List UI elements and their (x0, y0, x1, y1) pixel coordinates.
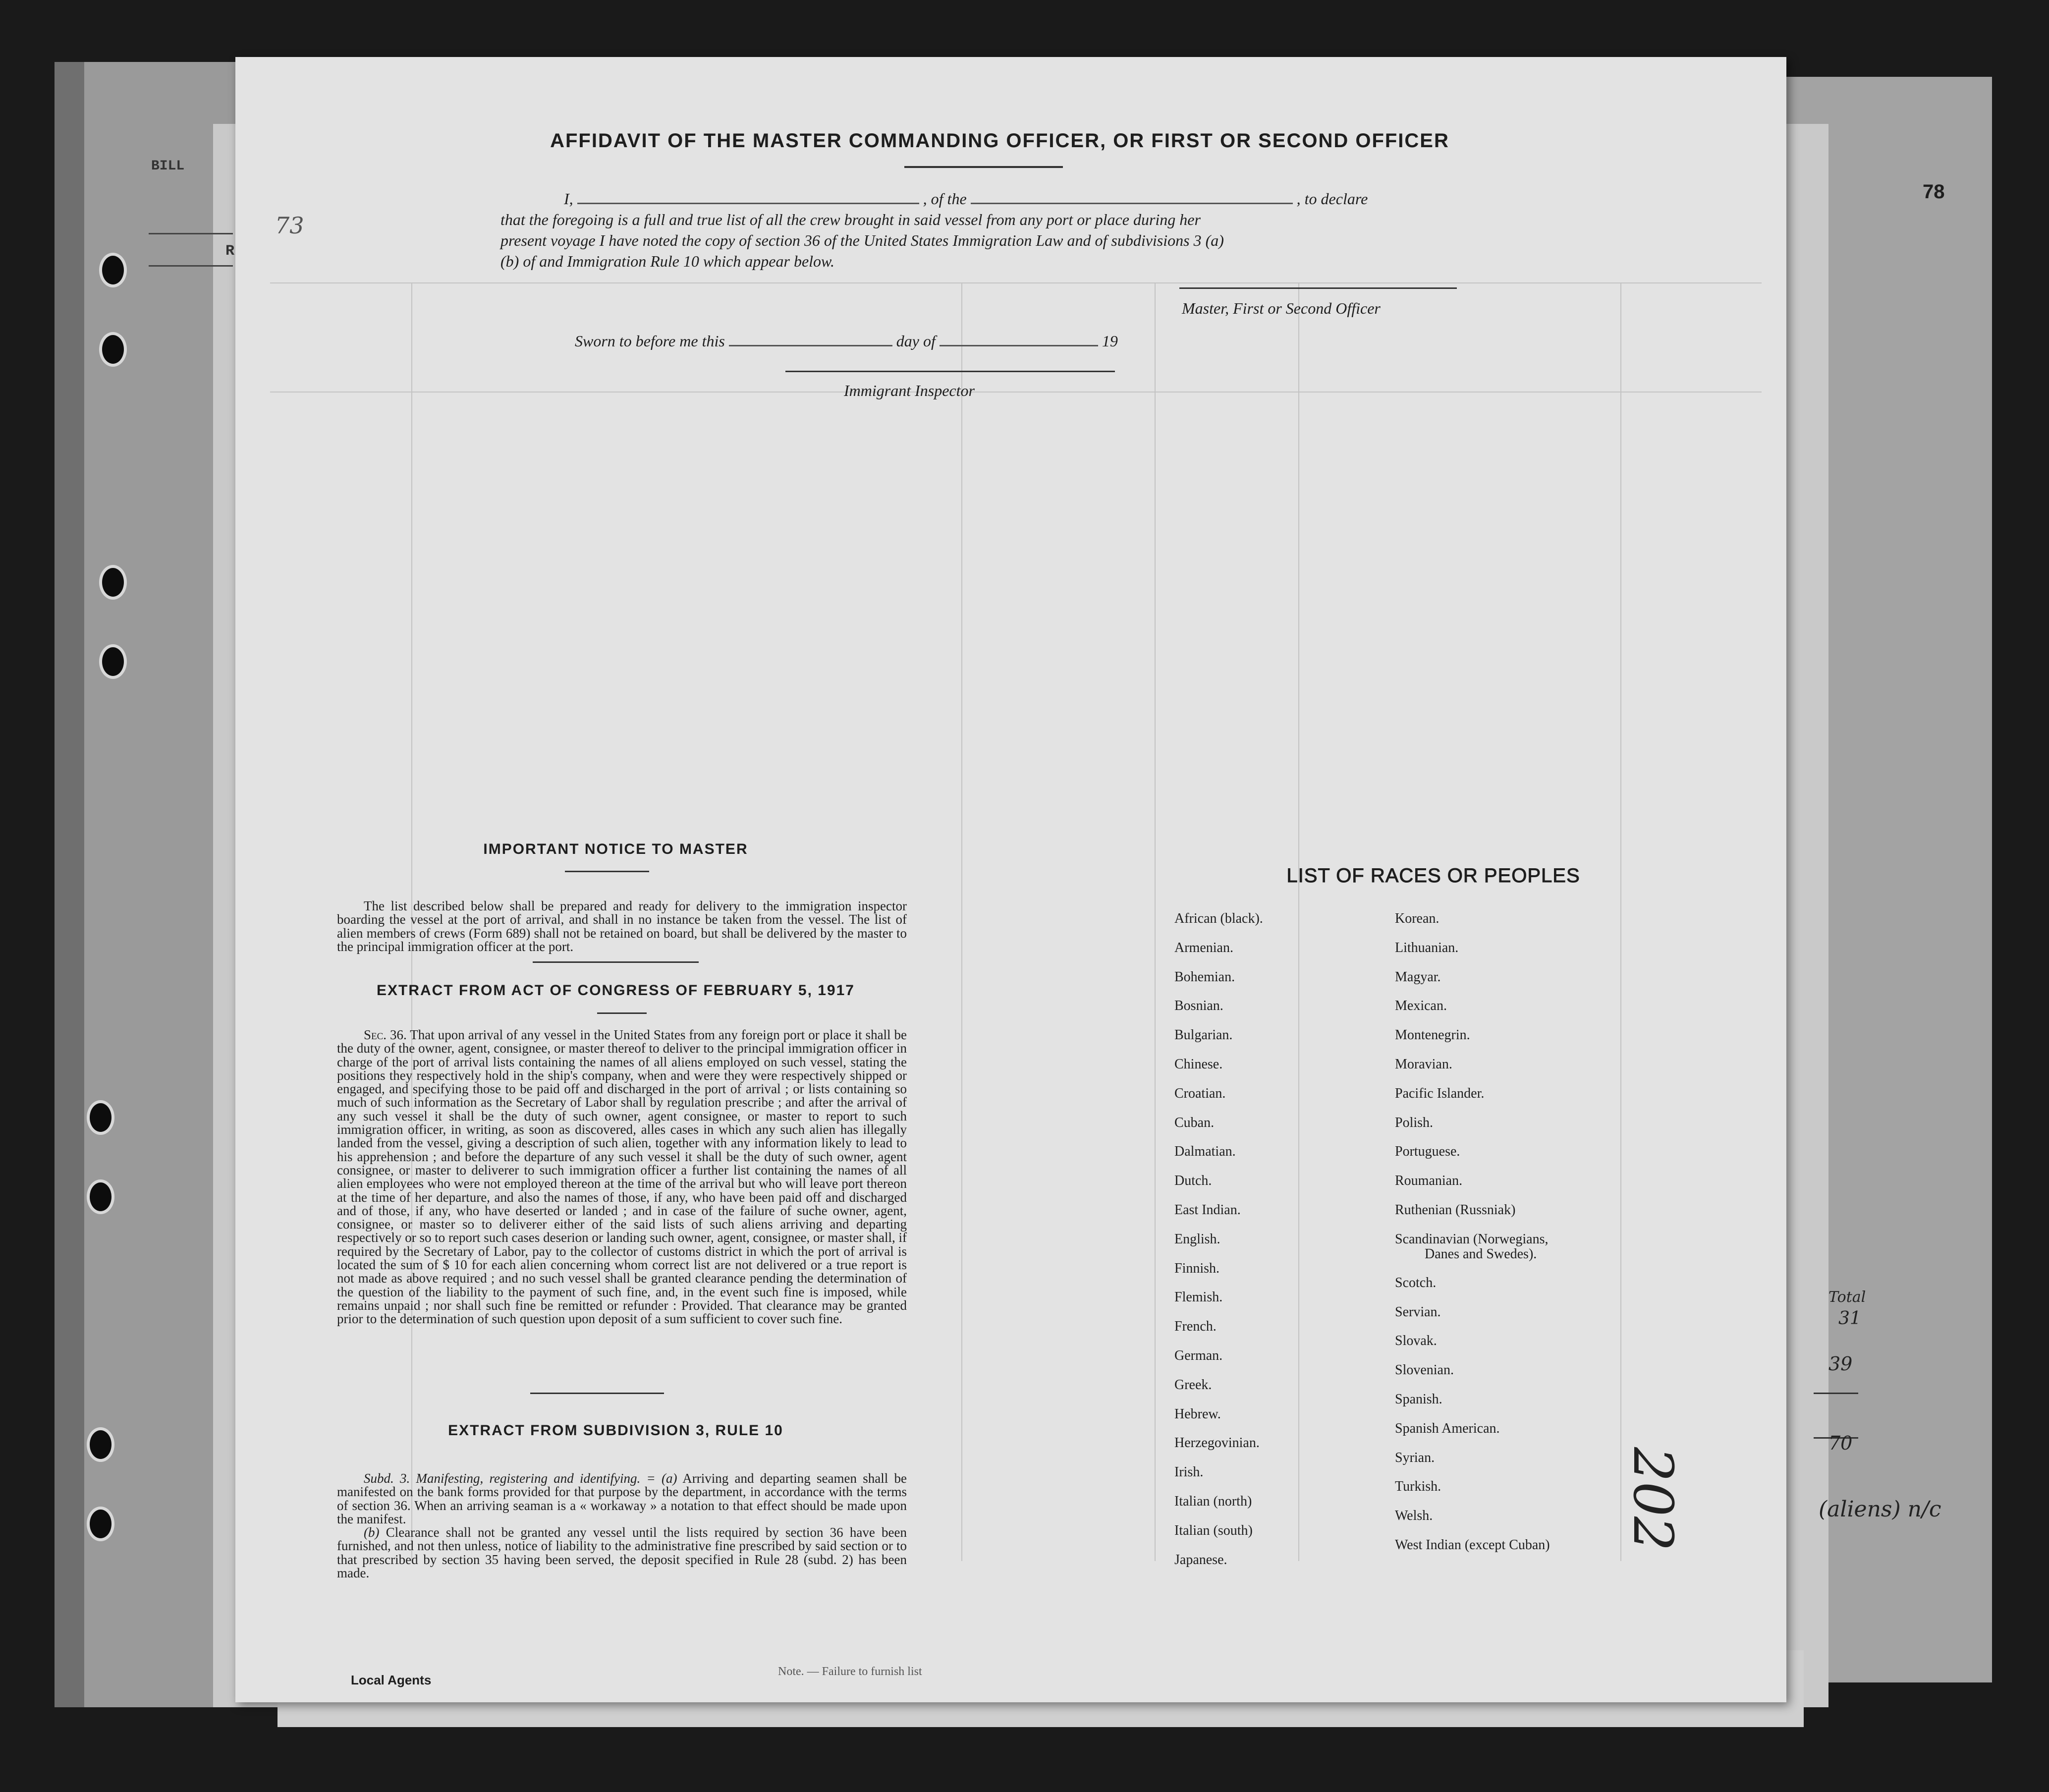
bleed-through-grid-line (961, 282, 962, 1561)
act-section-lead: Sec. 36. (364, 1027, 407, 1042)
punch-hole (99, 565, 127, 600)
race-item: Finnish. (1174, 1260, 1220, 1276)
race-item: Servian. (1395, 1304, 1441, 1320)
race-item: Scandinavian (Norwegians, (1395, 1231, 1549, 1247)
tally-note: (aliens) n/c (1819, 1497, 1941, 1522)
master-signature-line (1179, 287, 1457, 289)
sworn-month-blank (940, 333, 1098, 346)
race-item: Danes and Swedes). (1425, 1246, 1537, 1262)
race-item: French. (1174, 1319, 1217, 1335)
rule-paragraph-b (337, 1526, 907, 1580)
sworn-label: Sworn to before me this (575, 332, 725, 350)
race-item: Polish. (1395, 1115, 1434, 1130)
affidavit-line-3: present voyage I have noted the copy of section 36 of the United States Immigration Law and of subdivisions 3 (a) (500, 231, 1224, 249)
race-item: Slovenian. (1395, 1362, 1454, 1378)
day-of-label: day of (896, 332, 936, 350)
punch-hole (87, 1179, 114, 1214)
race-item: Roumanian. (1395, 1173, 1463, 1189)
left-stub-text: BILL (151, 159, 185, 174)
races-column-2 (1395, 904, 1550, 1560)
punch-hole (99, 644, 127, 679)
race-item: Magyar. (1395, 969, 1441, 985)
race-item: African (black). (1174, 911, 1263, 926)
rule-b-lead: (b) (364, 1525, 380, 1540)
bleed-through-grid-line (1298, 282, 1299, 1561)
affidavit-title: AFFIDAVIT OF THE MASTER COMMANDING OFFICER, OR FIRST OR SECOND OFFICER (550, 130, 1449, 152)
race-item: Flemish. (1174, 1289, 1223, 1305)
act-text (337, 1028, 907, 1326)
bleed-through-grid-line (270, 282, 1762, 283)
race-item: Dalmatian. (1174, 1144, 1236, 1160)
race-item: Turkish. (1395, 1479, 1441, 1495)
race-item: Syrian. (1395, 1450, 1435, 1465)
race-item: Croatian. (1174, 1085, 1226, 1101)
race-item: Japanese. (1174, 1552, 1227, 1568)
bleed-through-grid-line (1155, 282, 1156, 1561)
handwritten-number: 73 (275, 212, 304, 239)
notice-text: The list described below shall be prepared and ready for delivery to the immigration inspector boarding the vessel at the port of arrival, and shall in no instance be taken from the vessel. The list of alien members of crews (Form 689) shall not be retained on board, but shall be delivered by the master to the principal immigration officer at the port. (337, 898, 907, 954)
bottom-note: Note. — Failure to furnish list (778, 1665, 922, 1678)
race-item: Armenian. (1174, 940, 1233, 955)
rule-b-body: Clearance shall not be granted any vessel until the lists required by section 36 have been furnished, and not then unless, notice of liability to the administrative fine prescribed by said section or to that prescribed by section 35 having been served, the deposit specified in Rule 28 (subd. 2) has been made. (337, 1525, 907, 1581)
race-item: Greek. (1174, 1377, 1212, 1393)
handwritten-vertical-number: 202 (1621, 1447, 1685, 1551)
race-item: Welsh. (1395, 1508, 1433, 1524)
race-item: Hebrew. (1174, 1406, 1221, 1422)
race-item: East Indian. (1174, 1202, 1241, 1218)
race-item: Scotch. (1395, 1275, 1437, 1290)
race-item: West Indian (except Cuban) (1395, 1537, 1550, 1553)
rule-a-lead: Subd. 3. Manifesting, registering and identifying. = (a) (364, 1471, 677, 1486)
left-stub-letter: R (225, 243, 235, 260)
local-agents-label: Local Agents (351, 1673, 432, 1687)
punch-hole (87, 1100, 114, 1135)
left-stub-rule (149, 233, 233, 234)
punch-hole (99, 253, 127, 287)
rule-rule (530, 1393, 664, 1394)
inspector-label: Immigrant Inspector (844, 382, 975, 399)
act-underline (597, 1012, 647, 1014)
act-heading: EXTRACT FROM ACT OF CONGRESS OF FEBRUARY 5, 1917 (377, 982, 855, 999)
races-column-1 (1174, 904, 1263, 1574)
notice-heading: IMPORTANT NOTICE TO MASTER (483, 841, 748, 857)
vessel-blank (971, 191, 1293, 204)
race-item: Mexican. (1395, 998, 1447, 1014)
affidavit-i: I, (564, 190, 573, 208)
punch-hole (99, 332, 127, 367)
affidavit-line-1 (500, 188, 1467, 209)
affidavit-line-2: that the foregoing is a full and true list of all the crew brought in said vessel from any port or place during her (500, 211, 1201, 228)
race-item: Italian (north) (1174, 1493, 1252, 1509)
race-item: Italian (south) (1174, 1522, 1253, 1538)
tally-alien-count: 39 (1828, 1353, 1853, 1375)
race-item: Herzegovinian. (1174, 1435, 1260, 1451)
tally-crew-count: 31 (1838, 1308, 1861, 1329)
rule-a-body: Arriving and departing seamen shall be manifested on the bank forms provided for that purpose by the department, in accordance with the terms of section 36. When an arriving seaman is a « workaway » a notation to that effect should be made upon the manifest. (337, 1471, 907, 1526)
punch-hole (87, 1427, 114, 1462)
notice-rule (533, 961, 699, 963)
sworn-line (575, 332, 1118, 350)
act-section-body: That upon arrival of any vessel in the United States from any foreign port or place it shall be the duty of the owner, agent, consignee, or master thereof to deliver to the principal immigration officer in charge of the port of arrival lists containing the names of all aliens employed on such vessel, stating the positions they respectively hold in the ship's company, when and were they were respectively shipped or engaged, and specifying those to be paid off and discharged in the port of arrival ; or lists containing so much of such information as the Secretary of Labor shall by regulation prescribe ; and after the arrival of any such vessel it shall be the duty of such owner, agent consignee, or master to report to such immigration officer, in writing, as soon as discovered, alles cases in which any such alien has illegally landed from the vessel, giving a description of such alien, together with any information likely to lead to his apprehension ; and before the departure of any such vessel it shall be the duty of such owner, agent consignee, or master to deliverer to such immigration officer a further list containing the names of all alien employees who were not employed thereon at the time of the arrival but who will leave port thereon at the time of her departure, and also the names of those, if any, who have been paid off and discharged and of those, if any, who have deserted or landed ; and in case of the failure of suche owner, agent, consignee, or master so to deliverer either of the said lists of such aliens arriving and departing respectively or so to report such cases deserion or landing such owner, agent, consignee, or master shall, if required by the Secretary of Labor, pay to the collector of customs district in which the port of arrival is located the sum of $ 10 for each alien concerning whom correct list are not delivered or a true report is not made as above required ; and no such vessel shall be granted clearance pending the determination of the question of the liability to the payment of such fine, and, in the event such fine is imposed, while remains unpaid ; nor shall such fine be remitted or refunder : Provided. That clearance may be granted prior to the determination of such question upon deposit of a sum sufficient to cover such fine. (337, 1027, 907, 1327)
affidavit-of-the: , of the (923, 190, 967, 208)
race-item: Montenegrin. (1395, 1027, 1470, 1043)
race-item: Chinese. (1174, 1056, 1223, 1072)
race-item: Spanish. (1395, 1391, 1442, 1407)
left-stub-rule (149, 265, 233, 267)
master-label: Master, First or Second Officer (1182, 299, 1381, 317)
race-item: Spanish American. (1395, 1420, 1500, 1436)
race-item: Bosnian. (1174, 998, 1223, 1014)
page-number: 78 (1923, 181, 1945, 203)
race-item: Irish. (1174, 1464, 1204, 1480)
affidavit-declare: , to declare (1296, 190, 1368, 208)
race-item: Lithuanian. (1395, 940, 1459, 955)
race-item: Dutch. (1174, 1173, 1212, 1189)
affidavit-line-4: (b) of and Immigration Rule 10 which appear below. (500, 252, 834, 270)
year-label: 19 (1102, 332, 1118, 350)
rule-heading: EXTRACT FROM SUBDIVISION 3, RULE 10 (448, 1422, 783, 1439)
affidavit-text (500, 188, 1467, 272)
notice-underline (565, 871, 649, 872)
tally-total-label: Total (1828, 1288, 1866, 1306)
race-item: Ruthenian (Russniak) (1395, 1202, 1516, 1218)
sworn-day-blank (729, 333, 892, 346)
binding-edge (55, 62, 84, 1707)
race-item: Bulgarian. (1174, 1027, 1233, 1043)
punch-hole (87, 1507, 114, 1541)
race-item: Cuban. (1174, 1115, 1215, 1130)
race-item: Moravian. (1395, 1056, 1452, 1072)
name-blank (577, 191, 919, 204)
race-item: Slovak. (1395, 1333, 1437, 1349)
title-underline (904, 166, 1063, 168)
tally-sum: 70 (1828, 1432, 1853, 1454)
rule-paragraph-a (337, 1472, 907, 1526)
race-item: English. (1174, 1231, 1220, 1247)
bleed-through-grid-line (1620, 282, 1621, 1561)
race-item: Portuguese. (1395, 1144, 1460, 1160)
races-heading: LIST OF RACES OR PEOPLES (1286, 865, 1580, 887)
race-item: Korean. (1395, 911, 1440, 926)
tally-rule (1814, 1393, 1858, 1394)
rule-text (337, 1472, 907, 1580)
race-item: Pacific Islander. (1395, 1085, 1485, 1101)
race-item: Bohemian. (1174, 969, 1235, 985)
race-item: German. (1174, 1347, 1223, 1363)
inspector-signature-line (785, 371, 1115, 372)
